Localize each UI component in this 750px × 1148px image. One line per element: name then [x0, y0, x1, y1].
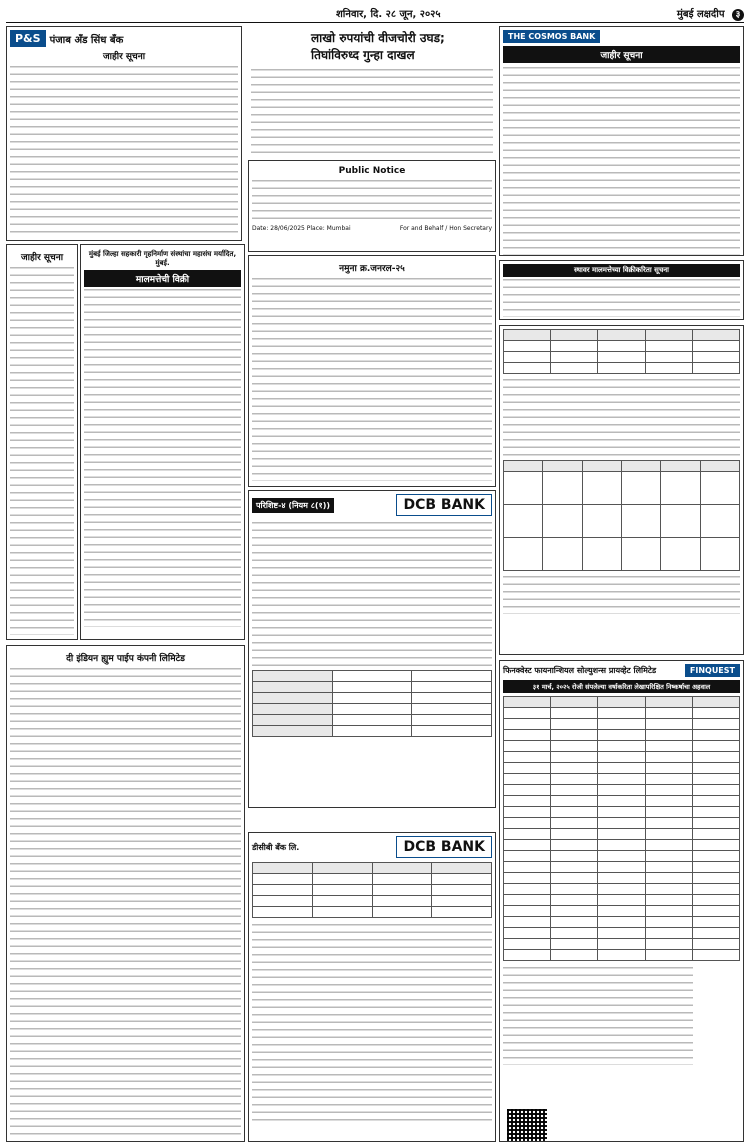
dcb-logo-2: DCB BANK [396, 836, 492, 858]
finquest-subtitle: ३१ मार्च, २०२५ रोजी संपलेल्या वर्षाकरिता लेखापरिक्षित निष्कर्षाचा अहवाल [503, 680, 740, 693]
notice-body [252, 922, 492, 1122]
notice-recovery [499, 325, 744, 655]
recovery-table [503, 329, 740, 374]
signature-block: For and Behalf / Hon Secretary [399, 225, 492, 232]
public-notice-title: Public Notice [338, 166, 406, 176]
notice-punjab-sind-bank [6, 26, 242, 241]
notice-property-sale [499, 260, 744, 320]
bank-name: पंजाब अँड सिंध बँक [49, 34, 124, 46]
table-header: स्थावर मालमत्तेच्या विक्रीकरिता सूचना [503, 264, 740, 277]
notice-public [248, 160, 496, 252]
news-story [248, 26, 496, 156]
notice-dcb-1 [248, 490, 496, 808]
property-table [503, 460, 740, 571]
dcb-logo: DCB BANK [396, 494, 492, 516]
appendix-title: परिशिष्ट-४ (नियम ८(१)) [252, 498, 334, 513]
headline: लाखो रुपयांची वीजचोरी उघड; तिघांविरुध्द गुन्हा दाखल [311, 31, 445, 62]
notice-mumbai-society [80, 244, 245, 640]
page-date: शनिवार, दि. २८ जून, २०२५ [336, 9, 441, 20]
notice-body [503, 277, 740, 317]
bank-logo: P&S [10, 30, 46, 47]
notes-body [503, 965, 693, 1065]
notice-footer [503, 574, 740, 614]
masthead-rule [6, 22, 744, 23]
notice-body [252, 178, 492, 223]
notice-body [10, 64, 238, 234]
cosmos-logo: THE COSMOS BANK [503, 30, 600, 43]
notice-finquest [499, 660, 744, 1142]
notice-title: नमुना क्र.जनरल-२५ [339, 264, 405, 274]
notice-body [252, 276, 492, 481]
notice-body [10, 265, 74, 635]
notice-body [252, 520, 492, 670]
notice-date-place: Date: 28/06/2025 Place: Mumbai [252, 225, 351, 232]
sale-header: मालमत्तेची विक्री [84, 270, 241, 287]
notice-left-2 [6, 244, 78, 640]
property-table [252, 670, 492, 737]
notice-dcb-2 [248, 832, 496, 1142]
qr-code [507, 1109, 547, 1142]
company-title: दी इंडियन ह्युम पाईप कंपनी लिमिटेड [66, 654, 185, 664]
notice-body [84, 287, 241, 627]
notice-title: जाहीर सूचना [503, 46, 740, 63]
notice-title: जाहीर सूचना [102, 52, 146, 62]
financial-results-table [503, 696, 740, 961]
notice-mid-1 [248, 255, 496, 487]
masthead [6, 6, 744, 20]
dcb-title: डीसीबी बँक लि. [252, 842, 300, 852]
section-name: मुंबई लक्षदीप ३ [677, 6, 744, 21]
society-title: मुंबई जिल्हा सहकारी गृहनिर्माण संस्थांचा महासंघ मर्यादित, मुंबई. [88, 250, 237, 267]
demand-table [252, 862, 492, 918]
page-number: ३ [732, 9, 744, 21]
story-body [251, 67, 493, 156]
finquest-logo: FINQUEST [685, 664, 740, 677]
notice-body [10, 666, 241, 1136]
finquest-title: फिनक्वेस्ट फायनान्शियल सोल्युशन्स प्रायव्हेट लिमिटेड [503, 666, 657, 675]
notice-cosmos [499, 26, 744, 256]
notice-title: जाहीर सूचना [20, 253, 64, 263]
notice-hume-pipe [6, 645, 245, 1142]
notice-body [503, 65, 740, 255]
notice-body [503, 377, 740, 457]
